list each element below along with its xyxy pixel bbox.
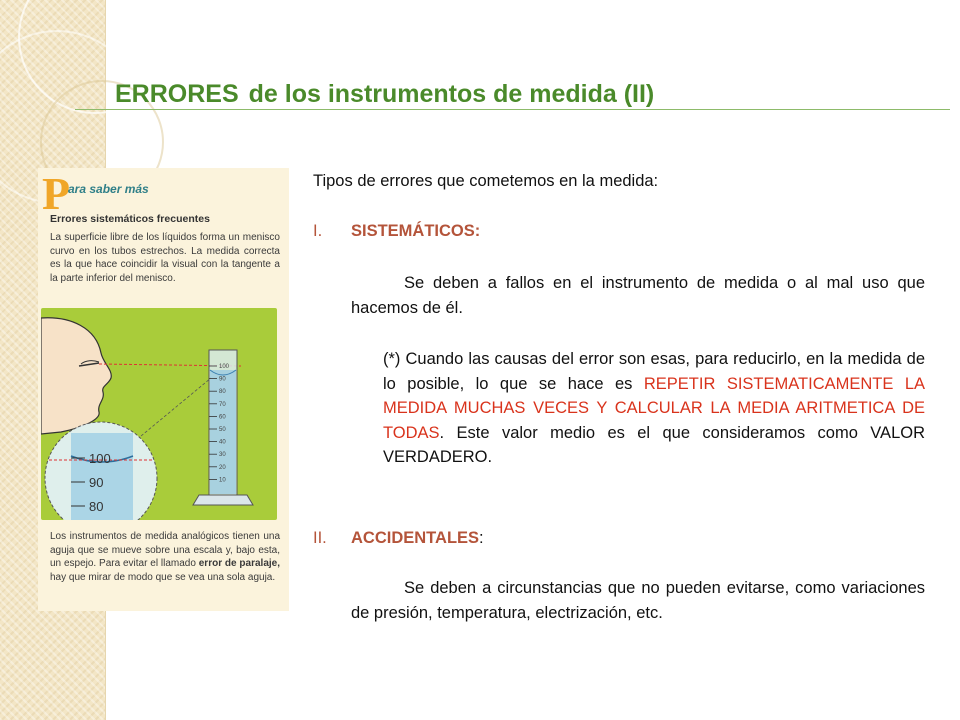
sistematicos-paragraph-2 <box>383 347 925 470</box>
section-heading-sistematicos <box>313 222 480 241</box>
meniscus-svg <box>41 308 277 520</box>
figure-text-top: La superficie libre de los líquidos forma un menisco curvo en los tubos estrechos. La medida correcta es la que hace coincidir la visual con la tangente a la parte inferior del menisco. <box>50 232 280 284</box>
section-number: I. <box>313 222 323 240</box>
figure-text-bottom-bold: error de paralaje, <box>198 558 280 569</box>
cylinder-tick-label: 50 <box>219 427 226 433</box>
para2-highlight: REPETIR SISTEMATICAMENTE LA MEDIDA MUCHAS VECES Y CALCULAR LA MEDIA ARITMETICA DE TODAS <box>383 374 926 442</box>
title-underline <box>75 109 950 110</box>
accidentales-paragraph-1: Se deben a circunstancias que no pueden evitarse, como variaciones de presión, temperatura, electrización, etc. <box>351 579 925 622</box>
figure-header-text: ara saber más <box>68 182 149 196</box>
section-heading-accidentales <box>313 529 484 548</box>
textbook-figure <box>38 168 289 611</box>
para2-end: . Este valor medio es el que consideramos como VALOR VERDADERO. <box>383 423 925 466</box>
section-colon: : <box>479 529 484 547</box>
figure-subtitle: Errores sistemáticos frecuentes <box>50 213 210 225</box>
cylinder-tick-label: 90 <box>219 376 226 383</box>
cylinder-tick-label: 80 <box>219 389 226 396</box>
zoom-connector <box>141 378 211 436</box>
cylinder-tick-label: 70 <box>219 401 226 408</box>
title-part2: de los instrumentos de medida (II) <box>248 80 655 108</box>
sistematicos-paragraph-1: Se deben a fallos en el instrumento de medida o al mal uso que hacemos de él. <box>351 274 925 317</box>
cylinder-tick-label: 30 <box>219 452 226 459</box>
meniscus-illustration <box>41 308 277 520</box>
zoom-label: 80 <box>89 499 104 514</box>
cylinder-tick-label: 40 <box>219 439 226 446</box>
intro-text: Tipos de errores que cometemos en la medida: <box>313 172 659 190</box>
figure-text-bottom-2: hay que mirar de modo que se vea una sola aguja. <box>50 571 276 583</box>
figure-header-letter: P <box>42 168 71 219</box>
zoom-label: 100 <box>89 451 111 466</box>
slide-title <box>115 80 654 109</box>
cylinder-tick-label: 20 <box>219 464 226 471</box>
cylinder-tick-label: 100 <box>219 364 230 370</box>
section-title: ACCIDENTALES <box>351 529 480 547</box>
cylinder-tick-label: 10 <box>219 477 226 484</box>
section-title: SISTEMÁTICOS: <box>351 222 481 240</box>
section-number: II. <box>313 529 327 547</box>
zoom-label: 90 <box>89 475 104 490</box>
cylinder-tick-label: 60 <box>219 414 226 421</box>
para2-start: (*) Cuando las causas del error son esas, para reducirlo, en la medida de lo posible, lo que se hace es <box>383 350 925 393</box>
cylinder-base <box>193 495 253 505</box>
title-part1: ERRORES <box>115 80 239 108</box>
figure-text-bottom-1: Los instrumentos de medida analógicos tienen una aguja que se mueve sobre una escala y, bajo esta, un espejo. Para evitar el llamado <box>50 531 280 569</box>
face-profile <box>41 318 111 434</box>
figure-text-bottom <box>50 530 280 584</box>
